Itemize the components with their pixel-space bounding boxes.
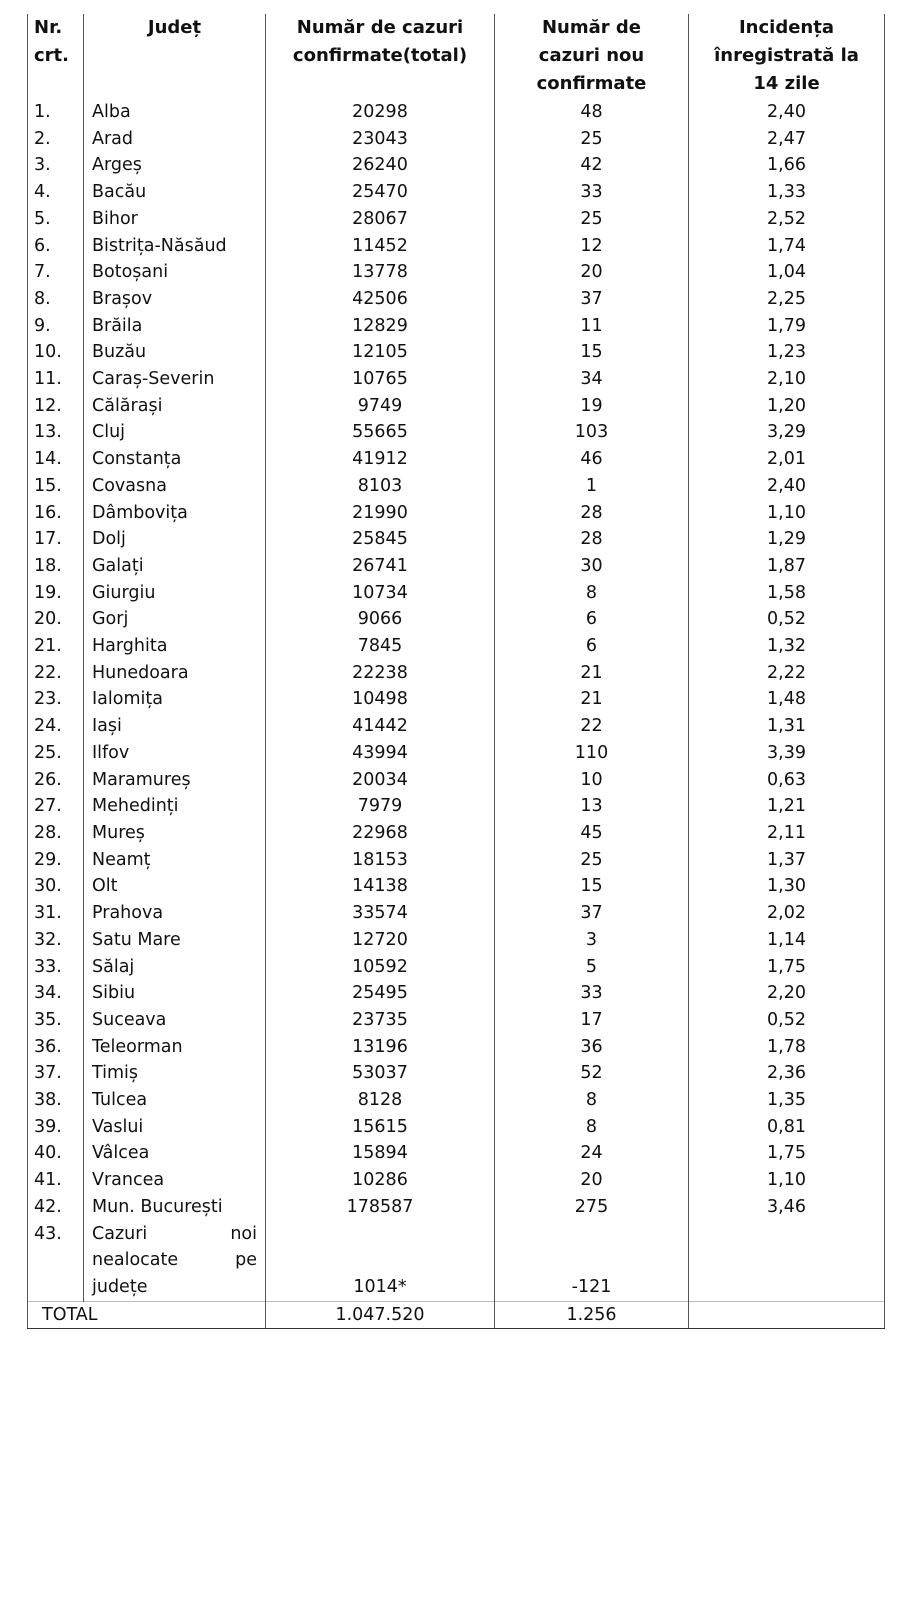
row-nr: 30. xyxy=(28,873,84,900)
table-row xyxy=(28,954,885,981)
table-row xyxy=(28,206,885,233)
row-judet xyxy=(84,1221,266,1302)
row-new: 25 xyxy=(495,847,689,874)
table-row xyxy=(28,686,885,713)
row-total: 12829 xyxy=(266,313,495,340)
covid-county-table xyxy=(27,14,885,1329)
row-incidence: 2,11 xyxy=(689,820,885,847)
row-nr: 43. xyxy=(28,1221,84,1302)
total-label: TOTAL xyxy=(28,1301,266,1329)
row-new: 8 xyxy=(495,1114,689,1141)
row-total: 26240 xyxy=(266,152,495,179)
row-nr: 15. xyxy=(28,473,84,500)
row-new: 34 xyxy=(495,366,689,393)
table-row xyxy=(28,606,885,633)
row-incidence: 1,75 xyxy=(689,954,885,981)
row-total: 8103 xyxy=(266,473,495,500)
row-new: 11 xyxy=(495,313,689,340)
row-nr: 16. xyxy=(28,500,84,527)
row-nr: 24. xyxy=(28,713,84,740)
row-incidence: 2,40 xyxy=(689,99,885,126)
total-confirmed: 1.047.520 xyxy=(266,1301,495,1329)
row-judet: Teleorman xyxy=(84,1034,266,1061)
row-nr: 3. xyxy=(28,152,84,179)
row-judet: Sibiu xyxy=(84,980,266,1007)
row-incidence: 2,02 xyxy=(689,900,885,927)
row-nr: 31. xyxy=(28,900,84,927)
row-nr: 21. xyxy=(28,633,84,660)
row-total: 8128 xyxy=(266,1087,495,1114)
table-row xyxy=(28,473,885,500)
row-incidence: 1,33 xyxy=(689,179,885,206)
row-total: 13196 xyxy=(266,1034,495,1061)
table-row xyxy=(28,526,885,553)
row-judet: Bistrița-Năsăud xyxy=(84,233,266,260)
row-incidence: 0,63 xyxy=(689,767,885,794)
row-total: 12720 xyxy=(266,927,495,954)
row-new: 25 xyxy=(495,206,689,233)
row-total: 25495 xyxy=(266,980,495,1007)
row-judet: Bacău xyxy=(84,179,266,206)
row-total: 11452 xyxy=(266,233,495,260)
row-total: 13778 xyxy=(266,259,495,286)
table-row xyxy=(28,179,885,206)
row-nr: 12. xyxy=(28,393,84,420)
table-row-total xyxy=(28,1301,885,1329)
row-new: 12 xyxy=(495,233,689,260)
row-total: 15615 xyxy=(266,1114,495,1141)
row-nr: 27. xyxy=(28,793,84,820)
row-judet: Buzău xyxy=(84,339,266,366)
row-new: 20 xyxy=(495,259,689,286)
row-total: 7979 xyxy=(266,793,495,820)
row-judet: Argeș xyxy=(84,152,266,179)
header-row xyxy=(28,14,885,99)
row-incidence: 0,52 xyxy=(689,606,885,633)
row-total: 25845 xyxy=(266,526,495,553)
row-new: 33 xyxy=(495,179,689,206)
table-row xyxy=(28,419,885,446)
row-judet: Timiș xyxy=(84,1060,266,1087)
table-row xyxy=(28,366,885,393)
table-row xyxy=(28,1060,885,1087)
table-row xyxy=(28,1194,885,1221)
table-row xyxy=(28,1114,885,1141)
row-nr: 14. xyxy=(28,446,84,473)
row-new: 33 xyxy=(495,980,689,1007)
row-judet: Gorj xyxy=(84,606,266,633)
table-row xyxy=(28,660,885,687)
row-nr: 29. xyxy=(28,847,84,874)
header-total-confirmed: Număr de cazuri confirmate(total) xyxy=(266,14,495,99)
row-new: 15 xyxy=(495,873,689,900)
row-incidence: 2,36 xyxy=(689,1060,885,1087)
row-judet: Sălaj xyxy=(84,954,266,981)
row-incidence: 2,22 xyxy=(689,660,885,687)
row-judet: Prahova xyxy=(84,900,266,927)
row-incidence: 1,23 xyxy=(689,339,885,366)
row-new: 20 xyxy=(495,1167,689,1194)
row-new: 52 xyxy=(495,1060,689,1087)
row-nr: 5. xyxy=(28,206,84,233)
judet-line: nealocate pe xyxy=(92,1250,257,1271)
table-row xyxy=(28,1034,885,1061)
row-nr: 33. xyxy=(28,954,84,981)
table-row xyxy=(28,713,885,740)
row-judet: Brăila xyxy=(84,313,266,340)
table-row xyxy=(28,633,885,660)
row-incidence: 1,10 xyxy=(689,500,885,527)
row-incidence: 1,21 xyxy=(689,793,885,820)
row-incidence: 3,46 xyxy=(689,1194,885,1221)
row-total: 22968 xyxy=(266,820,495,847)
row-new: 36 xyxy=(495,1034,689,1061)
row-judet: Iași xyxy=(84,713,266,740)
row-incidence: 2,40 xyxy=(689,473,885,500)
row-new: 37 xyxy=(495,286,689,313)
row-nr: 9. xyxy=(28,313,84,340)
judet-line: Cazuri noi xyxy=(92,1223,257,1244)
row-total: 1014* xyxy=(266,1221,495,1302)
row-incidence: 2,20 xyxy=(689,980,885,1007)
row-total: 43994 xyxy=(266,740,495,767)
table-row xyxy=(28,820,885,847)
row-new: 15 xyxy=(495,339,689,366)
table-row xyxy=(28,767,885,794)
table-row xyxy=(28,580,885,607)
row-nr: 18. xyxy=(28,553,84,580)
row-new: 25 xyxy=(495,126,689,153)
row-total: 55665 xyxy=(266,419,495,446)
row-judet: Arad xyxy=(84,126,266,153)
row-incidence: 1,10 xyxy=(689,1167,885,1194)
row-nr: 10. xyxy=(28,339,84,366)
row-total: 21990 xyxy=(266,500,495,527)
row-judet: Dolj xyxy=(84,526,266,553)
row-incidence: 2,01 xyxy=(689,446,885,473)
row-total: 33574 xyxy=(266,900,495,927)
table-row xyxy=(28,1140,885,1167)
row-nr: 38. xyxy=(28,1087,84,1114)
row-judet: Ialomița xyxy=(84,686,266,713)
row-incidence: 0,81 xyxy=(689,1114,885,1141)
row-judet: Cluj xyxy=(84,419,266,446)
row-nr: 2. xyxy=(28,126,84,153)
row-incidence: 1,20 xyxy=(689,393,885,420)
row-total: 10498 xyxy=(266,686,495,713)
row-new: 42 xyxy=(495,152,689,179)
row-nr: 35. xyxy=(28,1007,84,1034)
row-new: 21 xyxy=(495,660,689,687)
row-nr: 42. xyxy=(28,1194,84,1221)
row-incidence: 1,66 xyxy=(689,152,885,179)
row-judet: Hunedoara xyxy=(84,660,266,687)
row-new: 22 xyxy=(495,713,689,740)
row-incidence: 2,47 xyxy=(689,126,885,153)
row-judet: Mun. București xyxy=(84,1194,266,1221)
row-judet: Alba xyxy=(84,99,266,126)
row-incidence: 1,74 xyxy=(689,233,885,260)
row-nr: 32. xyxy=(28,927,84,954)
row-judet: Dâmbovița xyxy=(84,500,266,527)
row-total: 15894 xyxy=(266,1140,495,1167)
table-row xyxy=(28,446,885,473)
row-total: 18153 xyxy=(266,847,495,874)
row-nr: 34. xyxy=(28,980,84,1007)
row-new: 1 xyxy=(495,473,689,500)
table-row xyxy=(28,339,885,366)
row-incidence: 1,29 xyxy=(689,526,885,553)
row-new: 45 xyxy=(495,820,689,847)
row-judet: Vâlcea xyxy=(84,1140,266,1167)
table-row xyxy=(28,500,885,527)
table-row xyxy=(28,233,885,260)
row-total: 53037 xyxy=(266,1060,495,1087)
row-new: 21 xyxy=(495,686,689,713)
row-judet: Vrancea xyxy=(84,1167,266,1194)
row-nr: 37. xyxy=(28,1060,84,1087)
row-new: 275 xyxy=(495,1194,689,1221)
table-row xyxy=(28,1087,885,1114)
row-nr: 40. xyxy=(28,1140,84,1167)
row-judet: Călărași xyxy=(84,393,266,420)
row-nr: 41. xyxy=(28,1167,84,1194)
table-row xyxy=(28,259,885,286)
header-judet: Județ xyxy=(84,14,266,99)
row-judet: Bihor xyxy=(84,206,266,233)
row-incidence: 0,52 xyxy=(689,1007,885,1034)
row-incidence: 1,35 xyxy=(689,1087,885,1114)
table-row xyxy=(28,553,885,580)
row-incidence: 2,52 xyxy=(689,206,885,233)
row-nr: 4. xyxy=(28,179,84,206)
table-row xyxy=(28,980,885,1007)
row-nr: 20. xyxy=(28,606,84,633)
row-judet: Botoșani xyxy=(84,259,266,286)
row-incidence: 3,29 xyxy=(689,419,885,446)
row-judet: Ilfov xyxy=(84,740,266,767)
row-nr: 39. xyxy=(28,1114,84,1141)
row-nr: 26. xyxy=(28,767,84,794)
row-new: 8 xyxy=(495,1087,689,1114)
row-incidence: 2,25 xyxy=(689,286,885,313)
total-new: 1.256 xyxy=(495,1301,689,1329)
row-nr: 23. xyxy=(28,686,84,713)
row-incidence: 1,14 xyxy=(689,927,885,954)
table-row xyxy=(28,740,885,767)
row-total: 41912 xyxy=(266,446,495,473)
row-total: 26741 xyxy=(266,553,495,580)
judet-line: județe xyxy=(92,1276,148,1297)
row-nr: 36. xyxy=(28,1034,84,1061)
row-judet: Vaslui xyxy=(84,1114,266,1141)
row-new: 28 xyxy=(495,500,689,527)
table-row xyxy=(28,900,885,927)
row-incidence: 1,04 xyxy=(689,259,885,286)
row-nr: 7. xyxy=(28,259,84,286)
row-new: 19 xyxy=(495,393,689,420)
row-nr: 25. xyxy=(28,740,84,767)
row-nr: 1. xyxy=(28,99,84,126)
row-judet: Brașov xyxy=(84,286,266,313)
table-row xyxy=(28,99,885,126)
row-new: -121 xyxy=(495,1221,689,1302)
row-new: 8 xyxy=(495,580,689,607)
row-judet: Constanța xyxy=(84,446,266,473)
row-total: 9066 xyxy=(266,606,495,633)
row-new: 48 xyxy=(495,99,689,126)
table-row xyxy=(28,793,885,820)
row-new: 30 xyxy=(495,553,689,580)
row-total: 25470 xyxy=(266,179,495,206)
row-new: 6 xyxy=(495,606,689,633)
row-total: 10286 xyxy=(266,1167,495,1194)
row-incidence: 1,78 xyxy=(689,1034,885,1061)
header-incidence: Incidența înregistrată la 14 zile xyxy=(689,14,885,99)
row-incidence: 1,79 xyxy=(689,313,885,340)
row-incidence: 1,37 xyxy=(689,847,885,874)
row-judet: Tulcea xyxy=(84,1087,266,1114)
table-row xyxy=(28,313,885,340)
row-incidence: 1,87 xyxy=(689,553,885,580)
row-total: 12105 xyxy=(266,339,495,366)
row-nr: 28. xyxy=(28,820,84,847)
row-total: 20034 xyxy=(266,767,495,794)
row-total: 23043 xyxy=(266,126,495,153)
row-incidence: 1,58 xyxy=(689,580,885,607)
row-new: 13 xyxy=(495,793,689,820)
row-judet: Caraș-Severin xyxy=(84,366,266,393)
row-total: 10592 xyxy=(266,954,495,981)
table-row xyxy=(28,1007,885,1034)
row-judet: Giurgiu xyxy=(84,580,266,607)
row-new: 10 xyxy=(495,767,689,794)
row-incidence: 2,10 xyxy=(689,366,885,393)
row-new: 37 xyxy=(495,900,689,927)
table-row xyxy=(28,152,885,179)
row-judet: Neamț xyxy=(84,847,266,874)
row-judet: Galați xyxy=(84,553,266,580)
row-total: 28067 xyxy=(266,206,495,233)
header-new-confirmed: Număr de cazuri nou confirmate xyxy=(495,14,689,99)
table-row xyxy=(28,393,885,420)
row-new: 24 xyxy=(495,1140,689,1167)
row-judet: Covasna xyxy=(84,473,266,500)
row-nr: 11. xyxy=(28,366,84,393)
row-incidence: 1,31 xyxy=(689,713,885,740)
row-incidence: 1,30 xyxy=(689,873,885,900)
row-total: 23735 xyxy=(266,1007,495,1034)
row-incidence: 1,75 xyxy=(689,1140,885,1167)
table-row xyxy=(28,1167,885,1194)
table-row xyxy=(28,927,885,954)
row-new: 5 xyxy=(495,954,689,981)
row-judet: Mehedinți xyxy=(84,793,266,820)
row-total: 7845 xyxy=(266,633,495,660)
table-row-unallocated xyxy=(28,1221,885,1302)
row-new: 3 xyxy=(495,927,689,954)
row-total: 9749 xyxy=(266,393,495,420)
row-total: 178587 xyxy=(266,1194,495,1221)
header-nr: Nr. crt. xyxy=(28,14,84,99)
row-new: 17 xyxy=(495,1007,689,1034)
row-new: 28 xyxy=(495,526,689,553)
row-total: 42506 xyxy=(266,286,495,313)
row-nr: 13. xyxy=(28,419,84,446)
row-judet: Harghita xyxy=(84,633,266,660)
row-total: 10734 xyxy=(266,580,495,607)
row-total: 22238 xyxy=(266,660,495,687)
row-nr: 19. xyxy=(28,580,84,607)
row-judet: Maramureș xyxy=(84,767,266,794)
row-incidence: 1,48 xyxy=(689,686,885,713)
row-new: 103 xyxy=(495,419,689,446)
row-nr: 22. xyxy=(28,660,84,687)
table-row xyxy=(28,126,885,153)
table-row xyxy=(28,286,885,313)
row-judet: Satu Mare xyxy=(84,927,266,954)
row-new: 46 xyxy=(495,446,689,473)
row-total: 41442 xyxy=(266,713,495,740)
table-row xyxy=(28,847,885,874)
row-new: 6 xyxy=(495,633,689,660)
row-judet: Olt xyxy=(84,873,266,900)
table-row xyxy=(28,873,885,900)
row-total: 14138 xyxy=(266,873,495,900)
row-nr: 17. xyxy=(28,526,84,553)
row-incidence xyxy=(689,1221,885,1302)
row-incidence: 3,39 xyxy=(689,740,885,767)
row-judet: Suceava xyxy=(84,1007,266,1034)
row-total: 20298 xyxy=(266,99,495,126)
row-total: 10765 xyxy=(266,366,495,393)
row-incidence: 1,32 xyxy=(689,633,885,660)
row-nr: 6. xyxy=(28,233,84,260)
row-nr: 8. xyxy=(28,286,84,313)
total-incidence xyxy=(689,1301,885,1329)
row-new: 110 xyxy=(495,740,689,767)
row-judet: Mureș xyxy=(84,820,266,847)
